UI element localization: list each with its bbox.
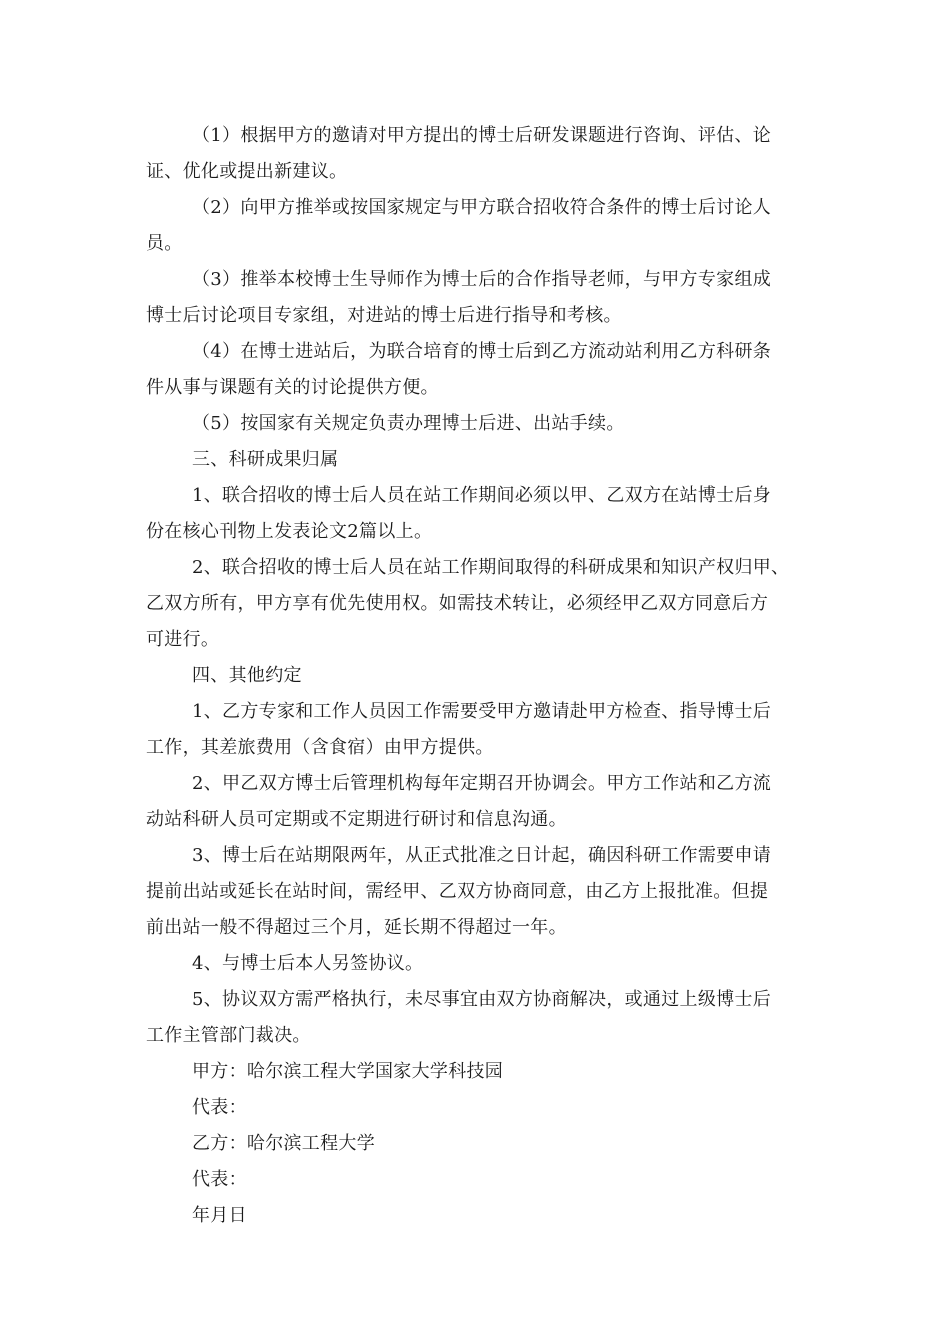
text-line: 5、协议双方需严格执行，未尽事宜由双方协商解决，或通过上级博士后 — [192, 989, 772, 1010]
paragraph — [146, 982, 806, 1054]
paragraph — [146, 262, 806, 334]
text-line: （4）在博士进站后，为联合培育的博士后到乙方流动站利用乙方科研条 — [192, 341, 772, 362]
paragraph — [146, 658, 806, 694]
text-line: 乙双方所有，甲方享有优先使用权。如需技术转让，必须经甲乙双方同意后方 — [146, 593, 769, 614]
paragraph — [146, 406, 806, 442]
paragraph — [146, 1054, 806, 1090]
text-line: 工作，其差旅费用（含食宿）由甲方提供。 — [146, 737, 494, 758]
document-body — [146, 118, 806, 1234]
text-line: 三、科研成果归属 — [192, 449, 339, 470]
text-line: 证、优化或提出新建议。 — [146, 161, 348, 182]
paragraph — [146, 694, 806, 766]
text-line: 四、其他约定 — [192, 665, 302, 686]
text-line: 提前出站或延长在站时间，需经甲、乙双方协商同意，由乙方上报批准。但提 — [146, 881, 769, 902]
paragraph — [146, 1126, 806, 1162]
text-line: 份在核心刊物上发表论文2篇以上。 — [146, 521, 433, 542]
text-line: 件从事与课题有关的讨论提供方便。 — [146, 377, 439, 398]
text-line: 乙方：哈尔滨工程大学 — [192, 1133, 375, 1154]
text-line: （5）按国家有关规定负责办理博士后进、出站手续。 — [192, 413, 625, 434]
paragraph — [146, 334, 806, 406]
paragraph — [146, 1090, 806, 1126]
text-line: （3）推举本校博士生导师作为博士后的合作指导老师，与甲方专家组成 — [192, 269, 772, 290]
paragraph — [146, 838, 806, 946]
text-line: 员。 — [146, 233, 183, 254]
text-line: 4、与博士后本人另签协议。 — [192, 953, 424, 974]
paragraph — [146, 550, 806, 658]
paragraph — [146, 946, 806, 982]
paragraph — [146, 1198, 806, 1234]
text-line: 1、联合招收的博士后人员在站工作期间必须以甲、乙双方在站博士后身 — [192, 485, 772, 506]
text-line: 2、联合招收的博士后人员在站工作期间取得的科研成果和知识产权归甲、 — [192, 557, 790, 578]
text-line: 可进行。 — [146, 629, 220, 650]
paragraph — [146, 1162, 806, 1198]
paragraph — [146, 478, 806, 550]
text-line: 工作主管部门裁决。 — [146, 1025, 311, 1046]
paragraph — [146, 118, 806, 190]
paragraph — [146, 766, 806, 838]
paragraph — [146, 190, 806, 262]
text-line: 前出站一般不得超过三个月，延长期不得超过一年。 — [146, 917, 567, 938]
text-line: 动站科研人员可定期或不定期进行研讨和信息沟通。 — [146, 809, 567, 830]
text-line: （1）根据甲方的邀请对甲方提出的博士后研发课题进行咨询、评估、论 — [192, 125, 772, 146]
text-line: 博士后讨论项目专家组，对进站的博士后进行指导和考核。 — [146, 305, 622, 326]
text-line: 3、博士后在站期限两年，从正式批准之日计起，确因科研工作需要申请 — [192, 845, 772, 866]
paragraph — [146, 442, 806, 478]
text-line: （2）向甲方推举或按国家规定与甲方联合招收符合条件的博士后讨论人 — [192, 197, 772, 218]
text-line: 1、乙方专家和工作人员因工作需要受甲方邀请赴甲方检查、指导博士后 — [192, 701, 772, 722]
text-line: 甲方：哈尔滨工程大学国家大学科技园 — [192, 1061, 504, 1082]
text-line: 年月日 — [192, 1205, 247, 1226]
text-line: 代表： — [192, 1097, 247, 1118]
text-line: 代表： — [192, 1169, 247, 1190]
text-line: 2、甲乙双方博士后管理机构每年定期召开协调会。甲方工作站和乙方流 — [192, 773, 772, 794]
